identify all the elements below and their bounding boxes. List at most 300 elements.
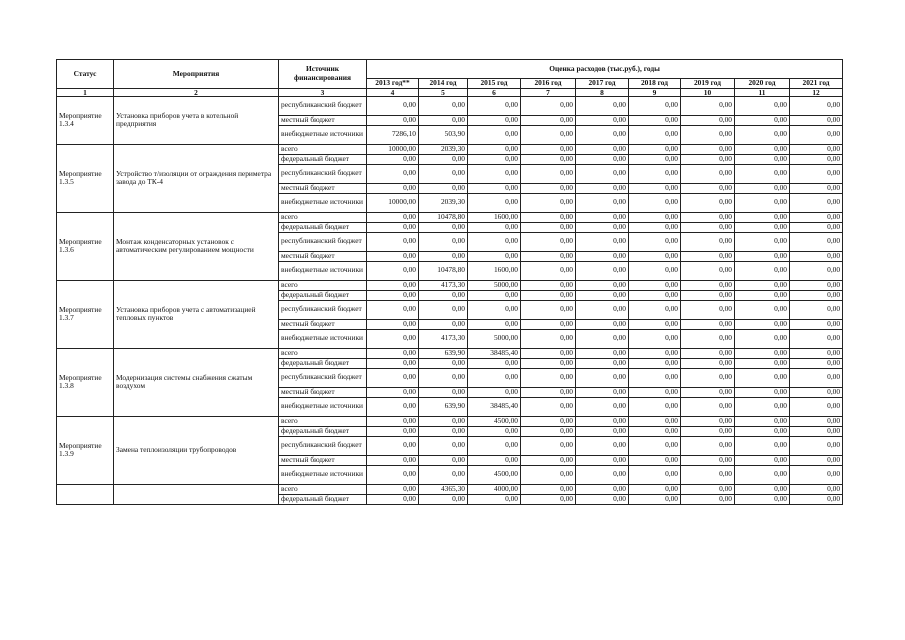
expense-value: 0,00 — [790, 387, 843, 397]
expense-value: 0,00 — [790, 115, 843, 125]
column-number: 1 — [57, 88, 114, 96]
expense-value: 0,00 — [468, 455, 521, 465]
expense-value: 0,00 — [735, 455, 790, 465]
expense-value: 0,00 — [681, 193, 735, 212]
expense-value: 0,00 — [419, 290, 468, 300]
funding-source: республиканский бюджет — [279, 164, 367, 183]
expense-value: 0,00 — [367, 261, 419, 280]
header-status: Статус — [57, 60, 114, 89]
expense-value: 0,00 — [735, 358, 790, 368]
funding-source: внебюджетные источники — [279, 397, 367, 416]
expense-value: 0,00 — [735, 494, 790, 504]
expense-value: 0,00 — [419, 436, 468, 455]
expense-value: 4173,30 — [419, 280, 468, 290]
expense-value: 0,00 — [790, 368, 843, 387]
expense-value: 0,00 — [419, 300, 468, 319]
expense-value: 0,00 — [367, 251, 419, 261]
expense-value: 0,00 — [735, 144, 790, 154]
expense-value: 0,00 — [576, 193, 629, 212]
expense-value: 0,00 — [681, 319, 735, 329]
expense-value: 1600,00 — [468, 212, 521, 222]
expense-value: 0,00 — [367, 436, 419, 455]
expense-value: 0,00 — [367, 465, 419, 484]
funding-source: республиканский бюджет — [279, 436, 367, 455]
expense-value: 0,00 — [367, 329, 419, 348]
expense-value: 0,00 — [468, 144, 521, 154]
expense-value: 0,00 — [629, 358, 681, 368]
measure-activity: Модернизация системы снабжения сжатым воздухом — [114, 348, 279, 416]
expense-value: 639,90 — [419, 348, 468, 358]
expense-value: 0,00 — [681, 115, 735, 125]
expense-value: 0,00 — [576, 387, 629, 397]
expense-value: 0,00 — [576, 358, 629, 368]
expense-value: 10000,00 — [367, 144, 419, 154]
expense-value: 0,00 — [576, 261, 629, 280]
expense-value: 0,00 — [419, 232, 468, 251]
expense-value: 0,00 — [629, 290, 681, 300]
expense-value: 0,00 — [735, 387, 790, 397]
expense-value: 0,00 — [521, 251, 576, 261]
measure-status — [57, 484, 114, 504]
expense-value: 0,00 — [468, 125, 521, 144]
expense-value: 0,00 — [629, 436, 681, 455]
expense-value: 0,00 — [681, 387, 735, 397]
funding-source: федеральный бюджет — [279, 222, 367, 232]
table-row — [57, 416, 843, 426]
expense-value: 0,00 — [790, 358, 843, 368]
expense-value: 0,00 — [576, 455, 629, 465]
expense-value: 0,00 — [367, 358, 419, 368]
expense-value: 0,00 — [735, 397, 790, 416]
expense-value: 0,00 — [735, 261, 790, 280]
expense-value: 0,00 — [681, 358, 735, 368]
expense-value: 0,00 — [576, 416, 629, 426]
expense-value: 0,00 — [629, 397, 681, 416]
measure-activity: Установка приборов учета в котельной предприятия — [114, 96, 279, 144]
expense-value: 0,00 — [468, 183, 521, 193]
funding-source: местный бюджет — [279, 251, 367, 261]
expense-value: 0,00 — [576, 115, 629, 125]
expense-value: 0,00 — [681, 232, 735, 251]
expense-value: 0,00 — [790, 154, 843, 164]
expense-table — [56, 59, 843, 505]
column-number: 4 — [367, 88, 419, 96]
expense-value: 0,00 — [521, 125, 576, 144]
expense-value: 0,00 — [367, 115, 419, 125]
expense-value: 0,00 — [576, 319, 629, 329]
expense-value: 0,00 — [790, 397, 843, 416]
expense-value: 0,00 — [521, 348, 576, 358]
expense-value: 0,00 — [468, 387, 521, 397]
table-row — [57, 348, 843, 358]
expense-value: 0,00 — [521, 280, 576, 290]
expense-value: 0,00 — [521, 232, 576, 251]
expense-value: 0,00 — [576, 436, 629, 455]
expense-value: 0,00 — [367, 154, 419, 164]
expense-value: 0,00 — [367, 300, 419, 319]
expense-value: 0,00 — [681, 125, 735, 144]
expense-value: 0,00 — [629, 232, 681, 251]
expense-value: 0,00 — [735, 290, 790, 300]
expense-value: 0,00 — [367, 387, 419, 397]
funding-source: внебюджетные источники — [279, 261, 367, 280]
expense-value: 7286,10 — [367, 125, 419, 144]
measure-activity — [114, 484, 279, 504]
expense-value: 0,00 — [367, 348, 419, 358]
expense-value: 0,00 — [419, 358, 468, 368]
expense-value: 0,00 — [419, 319, 468, 329]
funding-source: внебюджетные источники — [279, 125, 367, 144]
expense-value: 0,00 — [576, 280, 629, 290]
expense-value: 0,00 — [576, 183, 629, 193]
expense-value: 0,00 — [521, 290, 576, 300]
expense-value: 0,00 — [735, 368, 790, 387]
expense-value: 0,00 — [681, 455, 735, 465]
expense-value: 0,00 — [367, 397, 419, 416]
funding-source: внебюджетные источники — [279, 329, 367, 348]
expense-value: 0,00 — [367, 290, 419, 300]
expense-value: 0,00 — [790, 183, 843, 193]
expense-value: 0,00 — [521, 212, 576, 222]
expense-value: 0,00 — [735, 193, 790, 212]
expense-value: 0,00 — [681, 484, 735, 494]
expense-value: 0,00 — [419, 455, 468, 465]
expense-value: 0,00 — [681, 416, 735, 426]
column-number: 5 — [419, 88, 468, 96]
expense-value: 0,00 — [629, 115, 681, 125]
measure-activity: Устройство т/изоляции от ограждения периметра завода до ТК-4 — [114, 144, 279, 212]
expense-value: 0,00 — [790, 329, 843, 348]
expense-value: 0,00 — [790, 484, 843, 494]
expense-value: 0,00 — [735, 300, 790, 319]
expense-value: 0,00 — [735, 319, 790, 329]
expense-value: 0,00 — [468, 222, 521, 232]
expense-value: 0,00 — [367, 164, 419, 183]
expense-value: 0,00 — [629, 319, 681, 329]
expense-value: 0,00 — [735, 484, 790, 494]
expense-value: 0,00 — [419, 115, 468, 125]
expense-value: 0,00 — [367, 494, 419, 504]
expense-value: 0,00 — [521, 494, 576, 504]
expense-value: 0,00 — [521, 329, 576, 348]
funding-source: федеральный бюджет — [279, 494, 367, 504]
expense-value: 38485,40 — [468, 348, 521, 358]
expense-value: 0,00 — [681, 397, 735, 416]
expense-value: 0,00 — [681, 368, 735, 387]
expense-value: 0,00 — [521, 193, 576, 212]
expense-value: 0,00 — [468, 319, 521, 329]
expense-value: 0,00 — [735, 232, 790, 251]
funding-source: местный бюджет — [279, 387, 367, 397]
expense-value: 639,90 — [419, 397, 468, 416]
expense-value: 0,00 — [681, 300, 735, 319]
funding-source: всего — [279, 212, 367, 222]
expense-value: 0,00 — [576, 329, 629, 348]
funding-source: федеральный бюджет — [279, 358, 367, 368]
expense-value: 0,00 — [367, 280, 419, 290]
expense-value: 0,00 — [790, 164, 843, 183]
column-number: 6 — [468, 88, 521, 96]
expense-value: 0,00 — [576, 290, 629, 300]
funding-source: всего — [279, 416, 367, 426]
table-row — [57, 484, 843, 494]
expense-value: 0,00 — [629, 348, 681, 358]
expense-value: 0,00 — [681, 183, 735, 193]
funding-source: местный бюджет — [279, 455, 367, 465]
expense-value: 0,00 — [468, 368, 521, 387]
expense-value: 4500,00 — [468, 416, 521, 426]
expense-value: 0,00 — [468, 232, 521, 251]
expense-value: 0,00 — [576, 426, 629, 436]
measure-status: Мероприятие 1.3.5 — [57, 144, 114, 212]
expense-value: 0,00 — [735, 280, 790, 290]
funding-source: федеральный бюджет — [279, 154, 367, 164]
expense-value: 0,00 — [681, 261, 735, 280]
funding-source: всего — [279, 280, 367, 290]
expense-value: 0,00 — [629, 300, 681, 319]
header-year: 2016 год — [521, 79, 576, 89]
expense-value: 0,00 — [419, 96, 468, 115]
expense-value: 0,00 — [735, 183, 790, 193]
expense-value: 0,00 — [790, 319, 843, 329]
expense-value: 0,00 — [521, 222, 576, 232]
expense-value: 0,00 — [790, 436, 843, 455]
expense-value: 0,00 — [576, 144, 629, 154]
expense-value: 0,00 — [576, 397, 629, 416]
measure-status: Мероприятие 1.3.7 — [57, 280, 114, 348]
header-estimate: Оценка расходов (тыс.руб.), годы — [367, 60, 843, 79]
expense-value: 0,00 — [367, 416, 419, 426]
expense-value: 0,00 — [367, 484, 419, 494]
expense-value: 0,00 — [629, 144, 681, 154]
expense-value: 0,00 — [367, 183, 419, 193]
expense-value: 0,00 — [681, 144, 735, 154]
expense-value: 0,00 — [419, 387, 468, 397]
expense-value: 0,00 — [629, 193, 681, 212]
expense-value: 0,00 — [521, 426, 576, 436]
expense-value: 0,00 — [735, 164, 790, 183]
expense-value: 0,00 — [419, 465, 468, 484]
expense-value: 0,00 — [521, 115, 576, 125]
expense-value: 0,00 — [790, 300, 843, 319]
expense-value: 4000,00 — [468, 484, 521, 494]
expense-value: 0,00 — [790, 232, 843, 251]
expense-value: 0,00 — [521, 319, 576, 329]
expense-value: 0,00 — [790, 494, 843, 504]
expense-value: 0,00 — [576, 348, 629, 358]
header-year: 2017 год — [576, 79, 629, 89]
expense-value: 0,00 — [521, 154, 576, 164]
expense-value: 0,00 — [790, 222, 843, 232]
expense-value: 0,00 — [468, 154, 521, 164]
expense-value: 10000,00 — [367, 193, 419, 212]
expense-value: 0,00 — [681, 222, 735, 232]
expense-value: 0,00 — [790, 125, 843, 144]
expense-value: 0,00 — [790, 426, 843, 436]
expense-value: 0,00 — [735, 436, 790, 455]
expense-value: 0,00 — [681, 465, 735, 484]
expense-value: 0,00 — [521, 358, 576, 368]
expense-value: 0,00 — [521, 436, 576, 455]
expense-value: 0,00 — [521, 387, 576, 397]
expense-value: 0,00 — [681, 212, 735, 222]
expense-value: 0,00 — [521, 397, 576, 416]
funding-source: всего — [279, 484, 367, 494]
header-activities: Мероприятия — [114, 60, 279, 89]
expense-value: 5000,00 — [468, 280, 521, 290]
measure-status: Мероприятие 1.3.6 — [57, 212, 114, 280]
expense-value: 0,00 — [367, 212, 419, 222]
expense-value: 0,00 — [681, 329, 735, 348]
expense-value: 0,00 — [576, 125, 629, 144]
expense-value: 0,00 — [681, 348, 735, 358]
expense-value: 0,00 — [629, 183, 681, 193]
expense-value: 0,00 — [735, 212, 790, 222]
expense-value: 2039,30 — [419, 193, 468, 212]
expense-value: 0,00 — [521, 96, 576, 115]
column-number: 11 — [735, 88, 790, 96]
expense-value: 0,00 — [576, 96, 629, 115]
measure-activity: Замена теплоизоляции трубопроводов — [114, 416, 279, 484]
expense-value: 0,00 — [576, 484, 629, 494]
expense-value: 0,00 — [735, 465, 790, 484]
expense-value: 0,00 — [419, 154, 468, 164]
expense-value: 0,00 — [681, 280, 735, 290]
header-year: 2013 год** — [367, 79, 419, 89]
expense-table-body — [57, 96, 843, 504]
expense-value: 0,00 — [629, 455, 681, 465]
expense-value: 4365,30 — [419, 484, 468, 494]
expense-value: 0,00 — [521, 416, 576, 426]
expense-value: 0,00 — [790, 144, 843, 154]
expense-value: 503,90 — [419, 125, 468, 144]
expense-value: 0,00 — [629, 251, 681, 261]
expense-value: 0,00 — [521, 183, 576, 193]
expense-value: 0,00 — [735, 222, 790, 232]
expense-value: 0,00 — [576, 222, 629, 232]
expense-value: 0,00 — [735, 154, 790, 164]
expense-value: 0,00 — [576, 164, 629, 183]
column-number: 3 — [279, 88, 367, 96]
expense-value: 0,00 — [790, 193, 843, 212]
expense-value: 0,00 — [468, 251, 521, 261]
expense-value: 0,00 — [576, 300, 629, 319]
expense-value: 0,00 — [419, 494, 468, 504]
expense-value: 0,00 — [576, 465, 629, 484]
expense-value: 5000,00 — [468, 329, 521, 348]
expense-value: 0,00 — [681, 436, 735, 455]
expense-value: 0,00 — [735, 348, 790, 358]
expense-value: 0,00 — [419, 183, 468, 193]
expense-value: 0,00 — [419, 416, 468, 426]
expense-value: 0,00 — [367, 319, 419, 329]
expense-value: 0,00 — [629, 329, 681, 348]
measure-activity: Установка приборов учета с автоматизацией тепловых пунктов — [114, 280, 279, 348]
expense-value: 0,00 — [521, 164, 576, 183]
expense-value: 10478,80 — [419, 212, 468, 222]
expense-value: 0,00 — [629, 96, 681, 115]
expense-value: 0,00 — [681, 251, 735, 261]
expense-value: 0,00 — [367, 222, 419, 232]
expense-value: 0,00 — [629, 416, 681, 426]
expense-value: 0,00 — [468, 300, 521, 319]
expense-value: 38485,40 — [468, 397, 521, 416]
expense-value: 0,00 — [629, 212, 681, 222]
header-source: Источник финансирования — [279, 60, 367, 89]
expense-value: 0,00 — [468, 193, 521, 212]
expense-value: 0,00 — [576, 368, 629, 387]
column-number: 10 — [681, 88, 735, 96]
expense-value: 0,00 — [629, 261, 681, 280]
expense-value: 0,00 — [790, 280, 843, 290]
expense-value: 0,00 — [367, 455, 419, 465]
expense-value: 0,00 — [735, 251, 790, 261]
expense-value: 0,00 — [735, 329, 790, 348]
table-row — [57, 280, 843, 290]
expense-value: 0,00 — [735, 96, 790, 115]
header-year: 2018 год — [629, 79, 681, 89]
expense-value: 0,00 — [735, 115, 790, 125]
expense-value: 0,00 — [681, 164, 735, 183]
funding-source: местный бюджет — [279, 115, 367, 125]
expense-value: 0,00 — [681, 494, 735, 504]
expense-value: 0,00 — [790, 251, 843, 261]
expense-value: 0,00 — [419, 426, 468, 436]
column-number: 8 — [576, 88, 629, 96]
header-year: 2015 год — [468, 79, 521, 89]
funding-source: республиканский бюджет — [279, 96, 367, 115]
expense-value: 0,00 — [576, 232, 629, 251]
expense-value: 0,00 — [367, 368, 419, 387]
funding-source: федеральный бюджет — [279, 290, 367, 300]
funding-source: внебюджетные источники — [279, 465, 367, 484]
funding-source: федеральный бюджет — [279, 426, 367, 436]
expense-value: 0,00 — [629, 222, 681, 232]
expense-value: 0,00 — [521, 261, 576, 280]
expense-value: 0,00 — [735, 416, 790, 426]
expense-value: 0,00 — [790, 348, 843, 358]
expense-value: 0,00 — [468, 290, 521, 300]
expense-value: 0,00 — [790, 261, 843, 280]
expense-value: 0,00 — [790, 290, 843, 300]
expense-value: 0,00 — [521, 300, 576, 319]
expense-value: 0,00 — [521, 368, 576, 387]
expense-value: 0,00 — [629, 387, 681, 397]
expense-value: 0,00 — [468, 436, 521, 455]
funding-source: местный бюджет — [279, 183, 367, 193]
header-year: 2020 год — [735, 79, 790, 89]
expense-value: 0,00 — [419, 222, 468, 232]
expense-value: 0,00 — [629, 484, 681, 494]
funding-source: местный бюджет — [279, 319, 367, 329]
expense-value: 0,00 — [735, 125, 790, 144]
measure-status: Мероприятие 1.3.4 — [57, 96, 114, 144]
expense-value: 2039,30 — [419, 144, 468, 154]
expense-value: 0,00 — [468, 426, 521, 436]
funding-source: республиканский бюджет — [279, 300, 367, 319]
expense-value: 4173,30 — [419, 329, 468, 348]
expense-value: 0,00 — [790, 96, 843, 115]
funding-source: всего — [279, 348, 367, 358]
expense-value: 10478,80 — [419, 261, 468, 280]
table-row — [57, 212, 843, 222]
expense-value: 0,00 — [521, 144, 576, 154]
expense-value: 0,00 — [790, 455, 843, 465]
expense-value: 0,00 — [419, 368, 468, 387]
funding-source: внебюджетные источники — [279, 193, 367, 212]
expense-value: 0,00 — [419, 164, 468, 183]
expense-value: 0,00 — [629, 426, 681, 436]
